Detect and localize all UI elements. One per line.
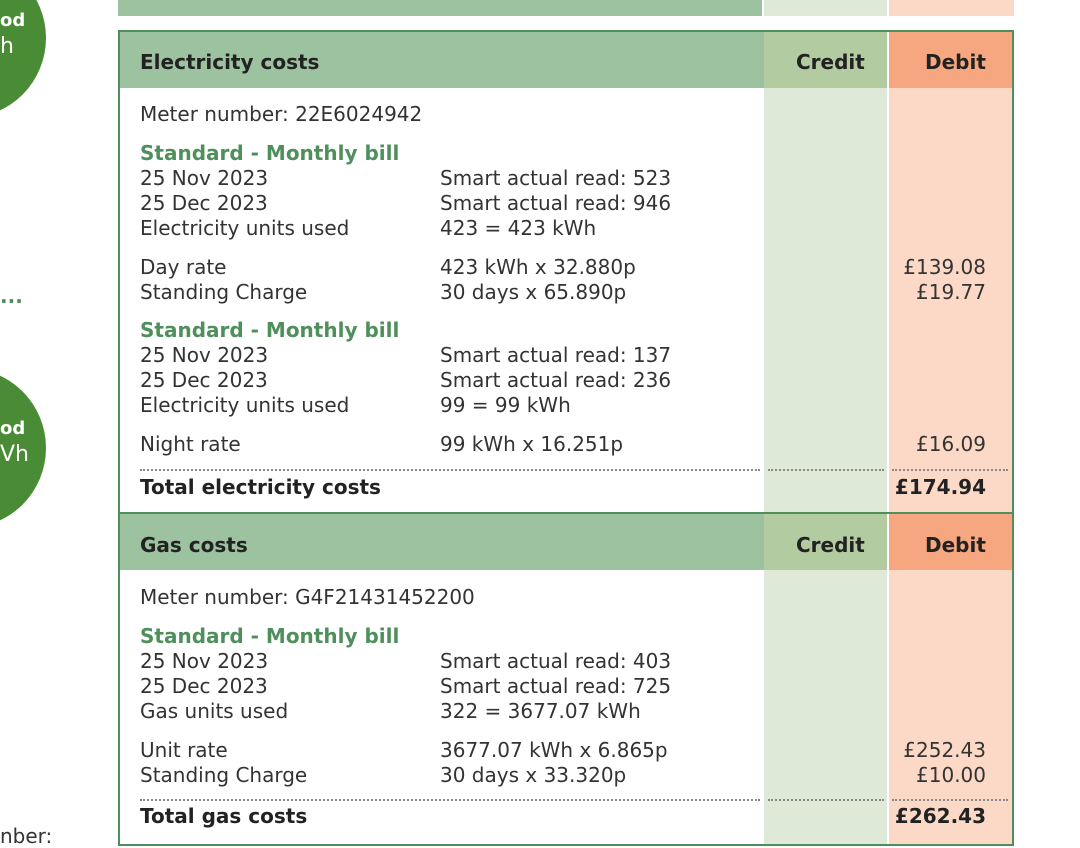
row-label: Unit rate xyxy=(140,738,228,762)
section-header xyxy=(120,514,1012,570)
row-label: Day rate xyxy=(140,255,227,279)
row-label: Standing Charge xyxy=(140,763,308,787)
row-detail: Smart actual read: 523 xyxy=(440,166,672,190)
section-title: Gas costs xyxy=(140,533,248,557)
energy-bubble-top xyxy=(0,0,46,118)
meter-number: Meter number: G4F21431452200 xyxy=(140,585,475,609)
previous-section-strip-debit xyxy=(889,0,1014,16)
row-detail: Smart actual read: 137 xyxy=(440,343,672,367)
gas-costs-section xyxy=(118,512,1014,846)
row-detail: Smart actual read: 946 xyxy=(440,191,672,215)
row-label: 25 Nov 2023 xyxy=(140,343,269,367)
dotted-divider xyxy=(892,469,1008,471)
row-label: 25 Dec 2023 xyxy=(140,674,268,698)
row-label: Electricity units used xyxy=(140,393,350,417)
energy-bubble-bottom xyxy=(0,368,46,528)
total-value: £262.43 xyxy=(894,804,986,828)
row-label: Electricity units used xyxy=(140,216,350,240)
row-detail: 99 kWh x 16.251p xyxy=(440,432,624,456)
row-detail: 99 = 99 kWh xyxy=(440,393,571,417)
row-label: 25 Dec 2023 xyxy=(140,368,268,392)
debit-header: Debit xyxy=(925,533,986,557)
row-label: 25 Dec 2023 xyxy=(140,191,268,215)
bubble-text: h xyxy=(0,34,14,59)
total-label: Total gas costs xyxy=(140,804,308,828)
bubble-text: od xyxy=(0,418,26,439)
tariff-heading: Standard - Monthly bill xyxy=(140,624,400,648)
row-debit: £19.77 xyxy=(916,280,986,304)
dotted-divider xyxy=(140,799,760,801)
tariff-heading: Standard - Monthly bill xyxy=(140,141,400,165)
dotted-divider xyxy=(768,799,884,801)
row-label: Night rate xyxy=(140,432,241,456)
row-detail: 3677.07 kWh x 6.865p xyxy=(440,738,668,762)
total-label: Total electricity costs xyxy=(140,475,381,499)
row-debit: £10.00 xyxy=(916,763,986,787)
previous-section-strip xyxy=(118,0,762,16)
credit-column xyxy=(764,32,887,512)
row-label: Standing Charge xyxy=(140,280,308,304)
tariff-heading: Standard - Monthly bill xyxy=(140,318,400,342)
left-footer-text: nber: xyxy=(0,824,53,848)
section-header xyxy=(120,32,1012,88)
row-detail: Smart actual read: 236 xyxy=(440,368,672,392)
credit-header: Credit xyxy=(796,533,865,557)
row-debit: £252.43 xyxy=(903,738,986,762)
row-detail: 322 = 3677.07 kWh xyxy=(440,699,641,723)
bubble-text: Vh xyxy=(0,442,29,467)
electricity-costs-section xyxy=(118,30,1014,514)
dotted-divider xyxy=(768,469,884,471)
dotted-divider xyxy=(140,469,760,471)
row-detail: 30 days x 33.320p xyxy=(440,763,627,787)
credit-header: Credit xyxy=(796,50,865,74)
row-debit: £16.09 xyxy=(916,432,986,456)
row-detail: 423 = 423 kWh xyxy=(440,216,597,240)
total-value: £174.94 xyxy=(894,475,986,499)
row-label: 25 Nov 2023 xyxy=(140,166,269,190)
ellipsis-text: ... xyxy=(0,284,23,308)
row-label: Gas units used xyxy=(140,699,289,723)
dotted-divider xyxy=(892,799,1008,801)
row-label: 25 Nov 2023 xyxy=(140,649,269,673)
bubble-text: od xyxy=(0,10,26,31)
row-detail: 30 days x 65.890p xyxy=(440,280,627,304)
row-detail: 423 kWh x 32.880p xyxy=(440,255,636,279)
row-detail: Smart actual read: 403 xyxy=(440,649,672,673)
previous-section-strip-credit xyxy=(764,0,887,16)
debit-header: Debit xyxy=(925,50,986,74)
meter-number: Meter number: 22E6024942 xyxy=(140,102,423,126)
row-debit: £139.08 xyxy=(903,255,986,279)
section-title: Electricity costs xyxy=(140,50,320,74)
row-detail: Smart actual read: 725 xyxy=(440,674,672,698)
